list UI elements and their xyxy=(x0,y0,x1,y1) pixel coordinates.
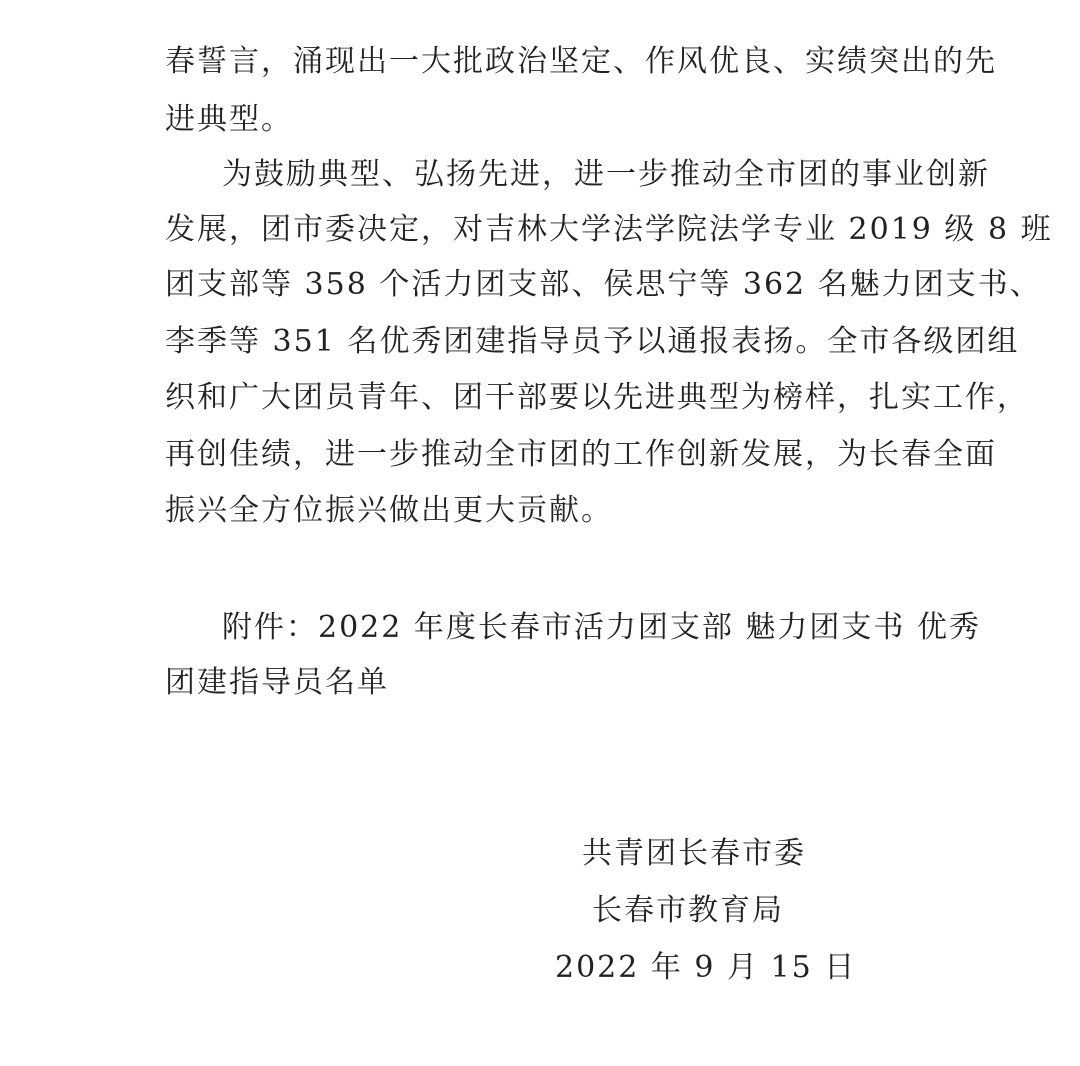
attachment-line-1: 附件：2022 年度长春市活力团支部 魅力团支书 优秀 xyxy=(222,610,981,645)
paragraph-2-line-7: 振兴全方位振兴做出更大贡献。 xyxy=(165,493,613,528)
paragraph-2-line-5: 织和广大团员青年、团干部要以先进典型为榜样，扎实工作， xyxy=(165,380,1029,415)
signature-org-2: 长春市教育局 xyxy=(592,893,784,928)
paragraph-2-line-2: 发展，团市委决定，对吉林大学法学院法学专业 2019 级 8 班 xyxy=(165,212,1053,247)
paragraph-2-line-6: 再创佳绩，进一步推动全市团的工作创新发展，为长春全面 xyxy=(165,437,997,472)
signature-org-1: 共青团长春市委 xyxy=(582,836,806,871)
paragraph-2-line-4: 李季等 351 名优秀团建指导员予以通报表扬。全市各级团组 xyxy=(165,324,1020,359)
attachment-line-2: 团建指导员名单 xyxy=(165,665,389,700)
signature-date: 2022 年 9 月 15 日 xyxy=(555,950,857,985)
paragraph-2-line-3: 团支部等 358 个活力团支部、侯思宁等 362 名魅力团支书、 xyxy=(165,267,1042,302)
paragraph-2-line-1: 为鼓励典型、弘扬先进，进一步推动全市团的事业创新 xyxy=(222,157,990,192)
paragraph-1-line-2: 进典型。 xyxy=(165,102,293,137)
paragraph-1-line-1: 春誓言，涌现出一大批政治坚定、作风优良、实绩突出的先 xyxy=(165,44,997,79)
